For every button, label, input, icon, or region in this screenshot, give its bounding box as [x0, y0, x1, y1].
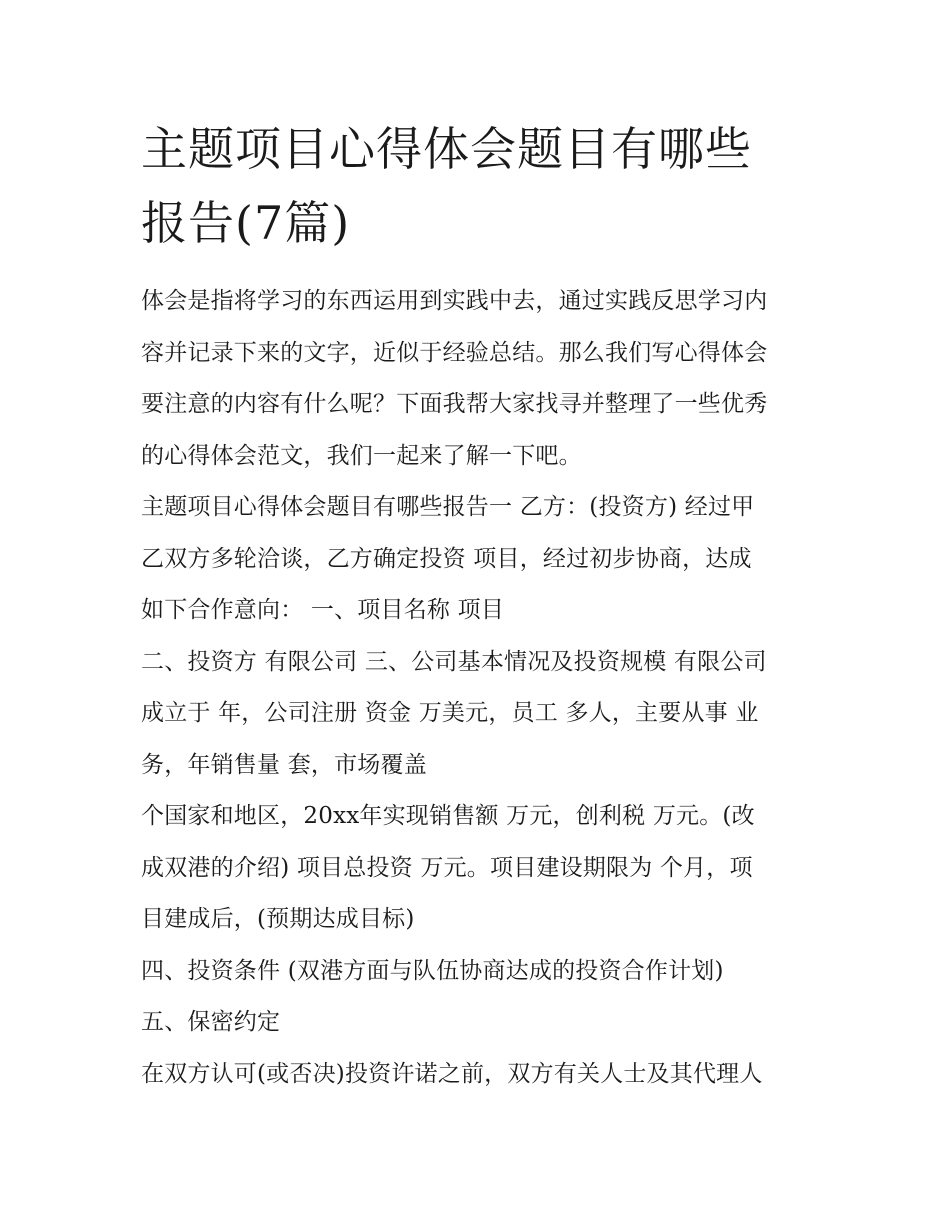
body-line: 主题项目心得体会题目有哪些报告一 乙方：(投资方) 经过甲	[141, 494, 755, 520]
title-line-2: 报告(7篇)	[141, 196, 351, 250]
body-line: 成双港的介绍) 项目总投资 万元。项目建设期限为 个月，项	[141, 854, 753, 881]
body-line: 要注意的内容有什么呢？下面我帮大家找寻并整理了一些优秀	[141, 391, 768, 417]
body-line: 务，年销售量 套，市场覆盖	[141, 751, 427, 778]
body-line: 目建成后，(预期达成目标)	[141, 906, 415, 932]
body-line: 容并记录下来的文字，近似于经验总结。那么我们写心得体会	[141, 339, 768, 366]
document-title	[141, 112, 821, 260]
body-line: 四、投资条件 (双港方面与队伍协商达成的投资合作计划)	[141, 957, 724, 984]
title-line-1: 主题项目心得体会题目有哪些	[141, 122, 752, 176]
body-line: 乙双方多轮洽谈，乙方确定投资 项目，经过初步协商，达成	[141, 545, 752, 572]
body-line: 如下合作意向： 一、项目名称 项目	[141, 597, 505, 623]
body-line: 在双方认可(或否决)投资许诺之前，双方有关人士及其代理人	[141, 1060, 763, 1087]
document-body	[141, 276, 831, 1100]
body-line: 五、保密约定	[141, 1009, 281, 1035]
body-line: 二、投资方 有限公司 三、公司基本情况及投资规模 有限公司	[141, 648, 767, 675]
body-line: 体会是指将学习的东西运用到实践中去，通过实践反思学习内	[141, 288, 768, 314]
body-line: 个国家和地区，20xx年实现销售额 万元，创利税 万元。(改	[141, 803, 755, 829]
body-line: 成立于 年，公司注册 资金 万美元，员工 多人，主要从事 业	[141, 700, 759, 726]
body-line: 的心得体会范文，我们一起来了解一下吧。	[141, 442, 582, 469]
